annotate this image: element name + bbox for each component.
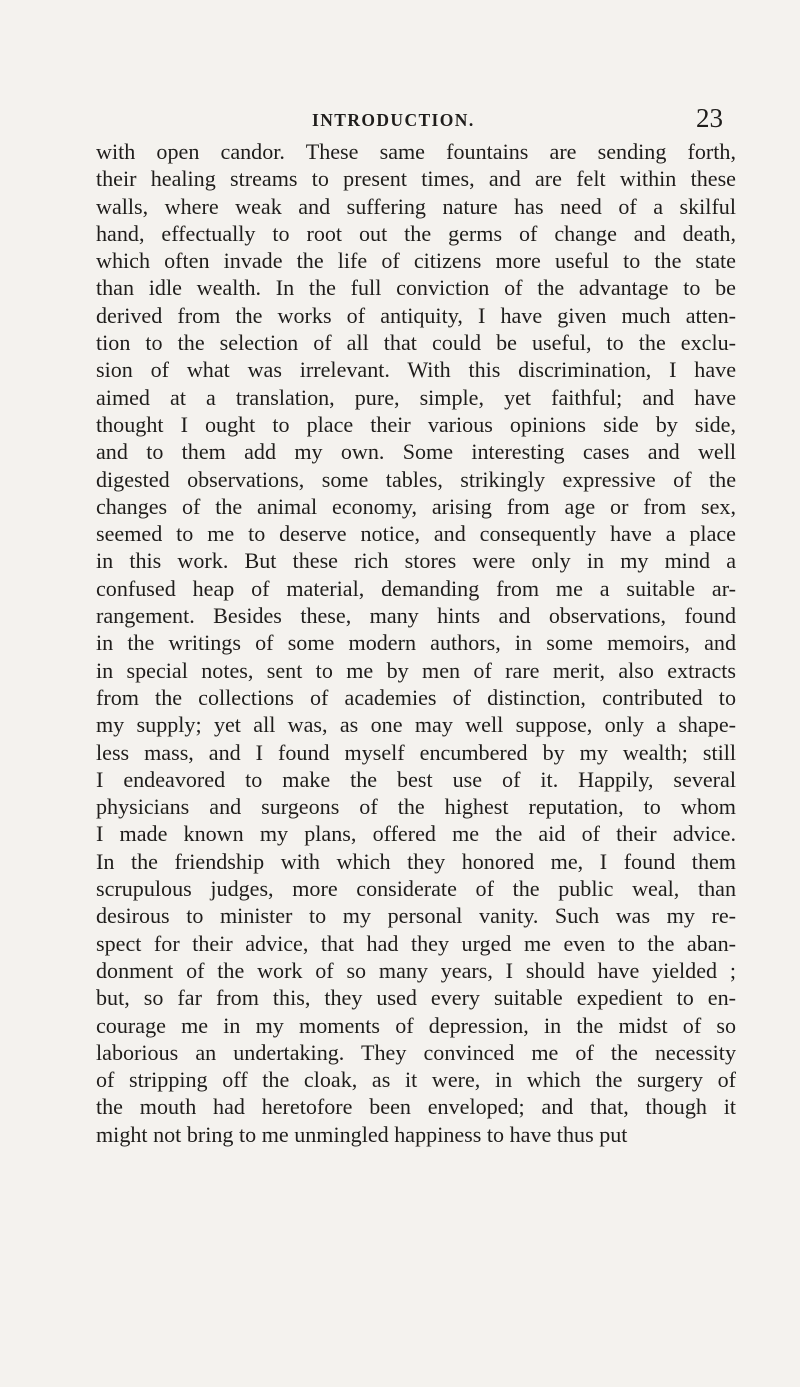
text-line: seemed to me to deserve notice, and consequently have a place <box>96 521 736 547</box>
text-line: desirous to minister to my personal vanity. Such was my re- <box>96 903 736 929</box>
text-line: physicians and surgeons of the highest reputation, to whom <box>96 794 736 820</box>
text-line: hand, effectually to root out the germs of change and death, <box>96 220 736 246</box>
text-line: spect for their advice, that had they urged me even to the aban- <box>96 930 736 956</box>
text-line: changes of the animal economy, arising from age or from sex, <box>96 493 736 519</box>
text-line: walls, where weak and suffering nature has need of a skilful <box>96 193 736 219</box>
text-line: laborious an undertaking. They convinced me of the necessity <box>96 1039 736 1065</box>
text-line: might not bring to me unmingled happiness to have thus put <box>96 1121 628 1147</box>
page-number: 23 <box>696 103 723 133</box>
text-line: donment of the work of so many years, I should have yielded ; <box>96 957 736 983</box>
text-line: but, so far from this, they used every suitable expedient to en- <box>96 985 736 1011</box>
text-line: with open candor. These same fountains are sending forth, <box>96 139 736 164</box>
text-line: thought I ought to place their various opinions side by side, <box>96 411 736 437</box>
text-line: in the writings of some modern authors, in some memoirs, and <box>96 630 736 656</box>
text-line: I made known my plans, offered me the aid of their advice. <box>96 821 736 847</box>
text-line: their healing streams to present times, and are felt within these <box>96 166 736 192</box>
text-line: my supply; yet all was, as one may well suppose, only a shape- <box>96 712 736 738</box>
text-line: sion of what was irrelevant. With this discrimination, I have <box>96 357 736 383</box>
text-line: in special notes, sent to me by men of rare merit, also extracts <box>96 657 736 683</box>
text-line: in this work. But these rich stores were only in my mind a <box>96 548 736 574</box>
text-line: confused heap of material, demanding from me a suitable ar- <box>96 575 736 601</box>
text-line: rangement. Besides these, many hints and observations, found <box>96 603 736 629</box>
text-line: the mouth had heretofore been enveloped; and that, though it <box>96 1094 736 1120</box>
text-line: tion to the selection of all that could be useful, to the exclu- <box>96 330 736 356</box>
text-line: I endeavored to make the best use of it. Happily, several <box>96 766 736 792</box>
text-line: than idle wealth. In the full conviction of the advantage to be <box>96 275 736 301</box>
text-line: less mass, and I found myself encumbered by my wealth; still <box>96 739 736 765</box>
text-line: and to them add my own. Some interesting cases and well <box>96 439 736 465</box>
running-head: INTRODUCTION. <box>312 110 475 130</box>
text-line: digested observations, some tables, strikingly expressive of the <box>96 466 736 492</box>
text-line: from the collections of academies of distinction, contributed to <box>96 684 736 710</box>
text-line: courage me in my moments of depression, in the midst of so <box>96 1012 736 1038</box>
text-line: scrupulous judges, more considerate of the public weal, than <box>96 876 736 902</box>
body-text <box>96 138 736 1148</box>
text-line: aimed at a translation, pure, simple, yet faithful; and have <box>96 384 736 410</box>
text-line: derived from the works of antiquity, I have given much atten- <box>96 302 736 328</box>
text-line: which often invade the life of citizens more useful to the state <box>96 248 736 274</box>
text-line: In the friendship with which they honored me, I found them <box>96 848 736 874</box>
text-line: of stripping off the cloak, as it were, in which the surgery of <box>96 1067 736 1093</box>
